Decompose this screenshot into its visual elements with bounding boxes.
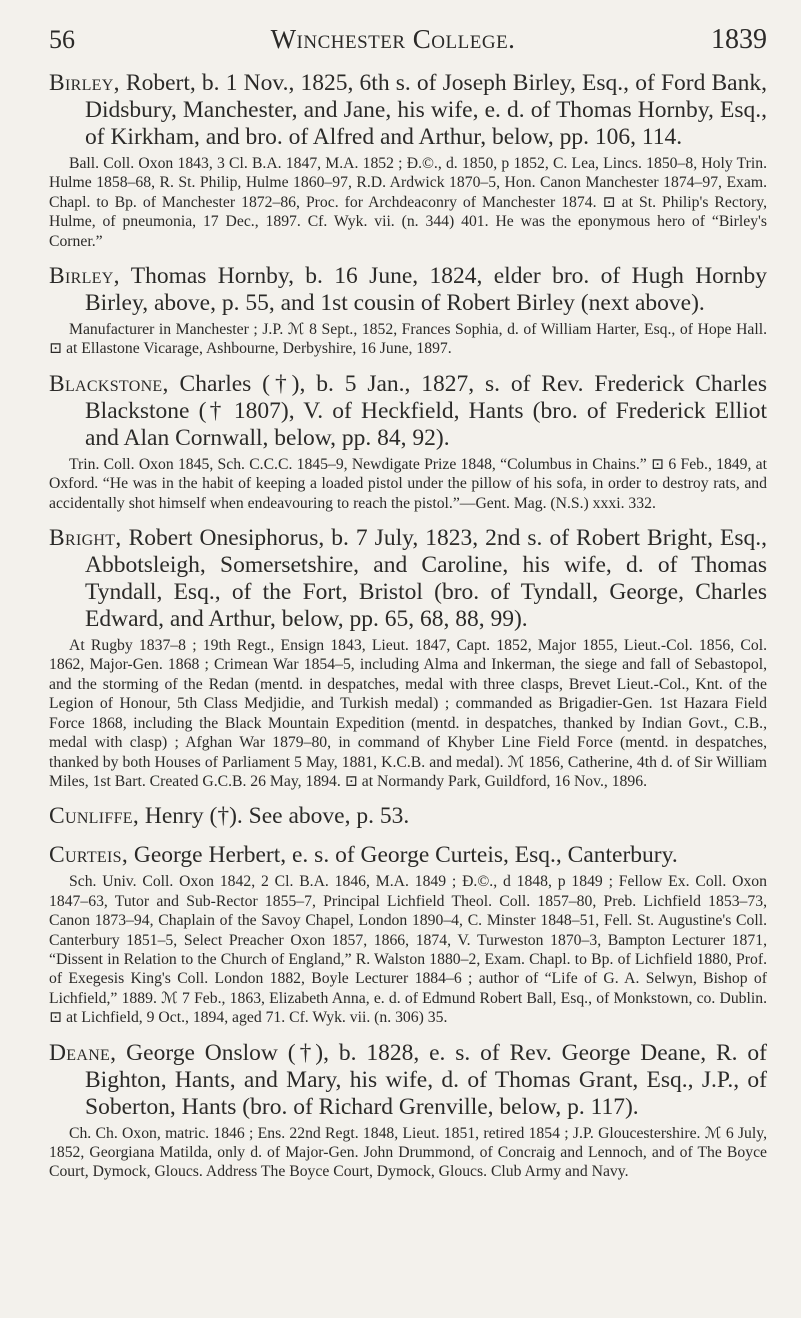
entry-headline: [49, 1040, 767, 1121]
page-number: 56: [49, 25, 75, 54]
entry-headline: [49, 70, 767, 151]
entry-headline-text: Henry (†). See above, p. 53.: [139, 803, 410, 830]
entry-headline: [49, 525, 767, 633]
entry-headline: [49, 803, 767, 830]
entry-birley-robert: [49, 70, 767, 251]
entry-surname: Cunliffe,: [49, 803, 140, 830]
entry-headline-text: Robert Onesiphorus, b. 7 July, 1823, 2nd s. of Robert Bright, Esq., Abbotsleigh, Somersetshire, and Caroline, his wife, d. of Thomas Tyndall, Esq., of the Fort, Bristol (bro. of Tyndall, George, Charles Edward, and Arthur, below, pp. 65, 68, 88, 99).: [85, 525, 767, 633]
entry-headline: [49, 263, 767, 317]
entry-details: Ch. Ch. Oxon, matric. 1846 ; Ens. 22nd Regt. 1848, Lieut. 1851, retired 1854 ; J.P. Gloucestershire. ℳ 6 July, 1852, Georgiana Matilda, only d. of Major-Gen. John Drummond, of Concraig and Lennoch, and of The Boyce Court, Dymock, Gloucs. Address The Boyce Court, Dymock, Gloucs. Club Army and Navy.: [49, 1124, 767, 1181]
entry-headline-text: George Onslow (†), b. 1828, e. s. of Rev. George Deane, R. of Bighton, Hants, and Mary, his wife, d. of Thomas Grant, Esq., J.P., of Soberton, Hants (bro. of Richard Grenville, below, p. 117).: [85, 1039, 767, 1120]
entry-headline: [49, 371, 767, 452]
entry-headline-text: Thomas Hornby, b. 16 June, 1824, elder bro. of Hugh Hornby Birley, above, p. 55, and 1st cousin of Robert Birley (next above).: [85, 263, 767, 317]
entry-surname: Birley,: [49, 263, 120, 290]
entry-headline-text: George Herbert, e. s. of George Curteis, Esq., Canterbury.: [128, 842, 678, 869]
entry-headline-text: Robert, b. 1 Nov., 1825, 6th s. of Joseph Birley, Esq., of Ford Bank, Didsbury, Manchester, and Jane, his wife, e. d. of Thomas Hornby, Esq., of Kirkham, and bro. of Alfred and Arthur, below, pp. 106, 114.: [85, 70, 767, 150]
entry-bright-robert: [49, 525, 767, 791]
page-header: [49, 0, 767, 58]
entry-details: Ball. Coll. Oxon 1843, 3 Cl. B.A. 1847, M.A. 1852 ; Ð.©., d. 1850, p 1852, C. Lea, Lincs. 1850–8, Holy Trin. Hulme 1858–68, R. St. Philip, Hulme 1860–97, R.D. Ardwick 1870–5, Hon. Canon Manchester 1874–97, Exam. Chapl. to Bp. of Manchester 1872–86, Proc. for Archdeaconry of Manchester 1874. ⊡ at St. Philip's Rectory, Hulme, of pneumonia, 17 Dec., 1897. Cf. Wyk. vii. (n. 344) 401. He was the eponymous hero of “Birley's Corner.”: [49, 155, 767, 250]
entry-details: At Rugby 1837–8 ; 19th Regt., Ensign 1843, Lieut. 1847, Capt. 1852, Major 1855, Lieut.-Col. 1856, Col. 1862, Major-Gen. 1868 ; Crimean War 1854–5, including Alma and Inkerman, the siege and fall of Sebastopol, and the storming of the Redan (mentd. in despatches, medal with three clasps, Brevet Lieut.-Col., Knt. of the Legion of Honour, 5th Class Medjidie, and Turkish medal) ; commanded as Brigadier-Gen. 1st Hazara Field Force 1868, including the Black Mountain Expedition (mentd. in despatches, thanked by Indian Govt., C.B., medal with clasp) ; Afghan War 1879–80, in command of Khyber Line Field Force (mentd. in despatches, thanked by both Houses of Parliament 5 May, 1881, K.C.B. and medal). ℳ 1856, Catherine, 4th d. of Sir William Miles, 1st Bart. Created G.C.B. 26 May, 1894. ⊡ at Normandy Park, Guildford, 16 Nov., 1896.: [49, 637, 767, 790]
entry-details: Sch. Univ. Coll. Oxon 1842, 2 Cl. B.A. 1846, M.A. 1849 ; Ð.©., d 1848, p 1849 ; Fellow Ex. Coll. Oxon 1847–63, Tutor and Sub-Rector 1855–7, Principal Lichfield Theol. Coll. 1857–80, Preb. Lichfield 1853–73, Canon 1873–94, Chaplain of the Savoy Chapel, London 1890–4, C. Minster 1848–51, Fell. St. Augustine's Coll. Canterbury 1851–5, Select Preacher Oxon 1857, 1866, 1874, V. Turweston 1870–3, Bampton Lecturer 1871, “Dissent in Relation to the Church of England,” R. Walston 1880–2, Exam. Chapl. to Bp. of Lichfield 1880, Prof. of Exegesis King's Coll. London 1882, Boyle Lecturer 1884–6 ; author of “Life of G. A. Selwyn, Bishop of Lichfield,” 1889. ℳ 7 Feb., 1863, Elizabeth Anna, e. d. of Edmund Robert Ball, Esq., of Monkstown, co. Dublin. ⊡ at Lichfield, 9 Oct., 1894, aged 71. Cf. Wyk. vii. (n. 306) 35.: [49, 873, 767, 1027]
entry-surname: Deane,: [49, 1039, 117, 1066]
entry-blackstone-charles: [49, 371, 767, 513]
entry-headline: [49, 842, 767, 869]
entry-surname: Curteis,: [49, 842, 128, 869]
running-title: Winchester College.: [270, 24, 516, 54]
entry-surname: Blackstone,: [49, 370, 169, 397]
year-heading: 1839: [710, 24, 767, 55]
entry-details: Manufacturer in Manchester ; J.P. ℳ 8 Sept., 1852, Frances Sophia, d. of William Harter, Esq., of Hope Hall. ⊡ at Ellastone Vicarage, Ashbourne, Derbyshire, 16 June, 1897.: [49, 321, 767, 358]
entry-cunliffe-henry: [49, 803, 767, 830]
entry-details: Trin. Coll. Oxon 1845, Sch. C.C.C. 1845–9, Newdigate Prize 1848, “Columbus in Chains.” ⊡ 6 Feb., 1849, at Oxford. “He was in the habit of keeping a loaded pistol under the pillow of his sofa, in order to destroy rats, and accidentally shot himself when endeavouring to reach the pistol.”—Gent. Mag. (N.S.) xxxi. 332.: [49, 455, 767, 512]
entry-birley-thomas: [49, 263, 767, 359]
entry-surname: Birley,: [49, 70, 120, 96]
entry-surname: Bright,: [49, 525, 122, 552]
entry-deane-george: [49, 1040, 767, 1182]
entry-headline-text: Charles (†), b. 5 Jan., 1827, s. of Rev. Frederick Charles Blackstone († 1807), V. of Heckfield, Hants (bro. of Frederick Elliot and Alan Cornwall, below, pp. 84, 92).: [85, 370, 767, 451]
entry-curteis-george: [49, 842, 767, 1027]
